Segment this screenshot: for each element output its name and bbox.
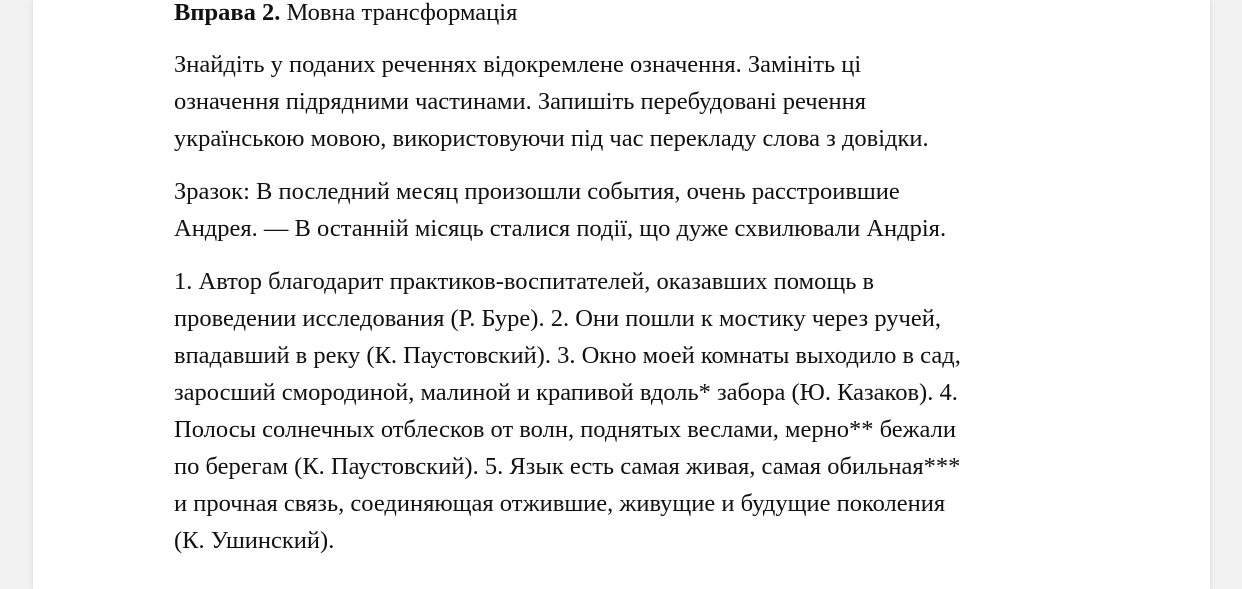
example-paragraph (174, 173, 1074, 247)
exercise-content (174, 0, 1074, 559)
example-line: Андрея. — В останній місяць сталися події, що дуже схвилювали Андрія. (174, 215, 947, 242)
instruction-line: Знайдіть у поданих реченнях відокремлене означення. Замініть ці (174, 51, 862, 78)
sentence-line: заросший смородиной, малиной и крапивой вдоль* забора (Ю. Казаков). 4. (174, 379, 958, 406)
sentence-line: Полосы солнечных отблесков от волн, поднятых веслами, мерно** бежали (174, 416, 956, 443)
example-line: Зразок: В последний месяц произошли события, очень расстроившие (174, 178, 900, 205)
sentence-line: впадавший в реку (К. Паустовский). 3. Окно моей комнаты выходило в сад, (174, 342, 961, 369)
instruction-paragraph (174, 46, 1074, 157)
sentences-paragraph (174, 263, 1074, 559)
sentence-line: по берегам (К. Паустовский). 5. Язык есть самая живая, самая обильная*** (174, 453, 961, 480)
instruction-line: українською мовою, використовуючи під час перекладу слова з довідки. (174, 125, 929, 152)
sentence-line: и прочная связь, соединяющая отжившие, живущие и будущие поколения (174, 490, 946, 517)
exercise-topic: Мовна трансформація (280, 0, 518, 26)
sentence-line: 1. Автор благодарит практиков-воспитателей, оказавших помощь в (174, 268, 875, 295)
sentence-line: проведении исследования (Р. Буре). 2. Они пошли к мостику через ручей, (174, 305, 941, 332)
sentence-line: (К. Ушинский). (174, 527, 335, 554)
instruction-line: означення підрядними частинами. Запишіть перебудовані речення (174, 88, 866, 115)
exercise-title (174, 0, 1074, 31)
exercise-number: Вправа 2. (174, 0, 281, 26)
